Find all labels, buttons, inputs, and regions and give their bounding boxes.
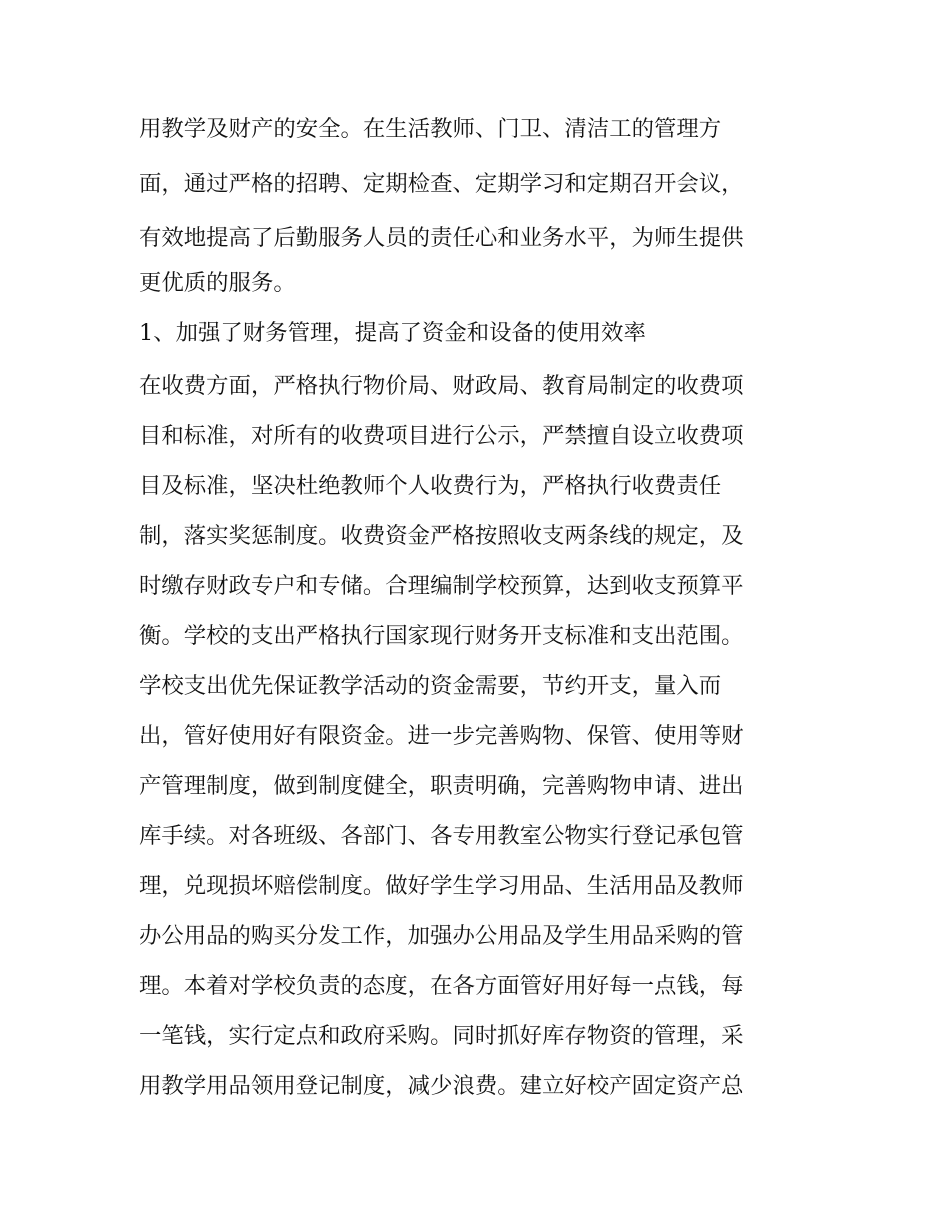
text-line: 目及标准，坚决杜绝教师个人收费行为，严格执行收费责任 bbox=[139, 473, 722, 499]
text-line: 一笔钱，实行定点和政府采购。同时抓好库存物资的管理，采 bbox=[139, 1023, 744, 1049]
text-line: 产管理制度，做到制度健全，职责明确，完善购物申请、进出 bbox=[139, 773, 744, 799]
text-line: 更优质的服务。 bbox=[139, 270, 296, 296]
text-line: 理。本着对学校负责的态度，在各方面管好用好每一点钱，每 bbox=[139, 973, 744, 999]
text-line: 面，通过严格的招聘、定期检查、定期学习和定期召开会议， bbox=[139, 171, 744, 197]
text-line: 时缴存财政专户和专储。合理编制学校预算，达到收支预算平 bbox=[139, 573, 744, 599]
section-heading: 1、加强了财务管理，提高了资金和设备的使用效率 bbox=[139, 320, 646, 346]
text-line: 出，管好使用好有限资金。进一步完善购物、保管、使用等财 bbox=[139, 723, 744, 749]
text-line: 目和标准，对所有的收费项目进行公示，严禁擅自设立收费项 bbox=[139, 423, 744, 449]
text-line: 制，落实奖惩制度。收费资金严格按照收支两条线的规定，及 bbox=[139, 523, 744, 549]
text-line: 在收费方面，严格执行物价局、财政局、教育局制定的收费项 bbox=[139, 373, 744, 399]
text-line: 用教学用品领用登记制度，减少浪费。建立好校产固定资产总 bbox=[139, 1073, 744, 1099]
text-line: 理，兑现损坏赔偿制度。做好学生学习用品、生活用品及教师 bbox=[139, 873, 744, 899]
text-line: 库手续。对各班级、各部门、各专用教室公物实行登记承包管 bbox=[139, 823, 744, 849]
text-line: 用教学及财产的安全。在生活教师、门卫、清洁工的管理方 bbox=[139, 116, 722, 142]
text-line: 有效地提高了后勤服务人员的责任心和业务水平，为师生提供 bbox=[139, 225, 744, 251]
text-line: 衡。学校的支出严格执行国家现行财务开支标准和支出范围。 bbox=[139, 623, 744, 649]
text-line: 学校支出优先保证教学活动的资金需要，节约开支，量入而 bbox=[139, 673, 722, 699]
text-line: 办公用品的购买分发工作，加强办公用品及学生用品采购的管 bbox=[139, 923, 744, 949]
